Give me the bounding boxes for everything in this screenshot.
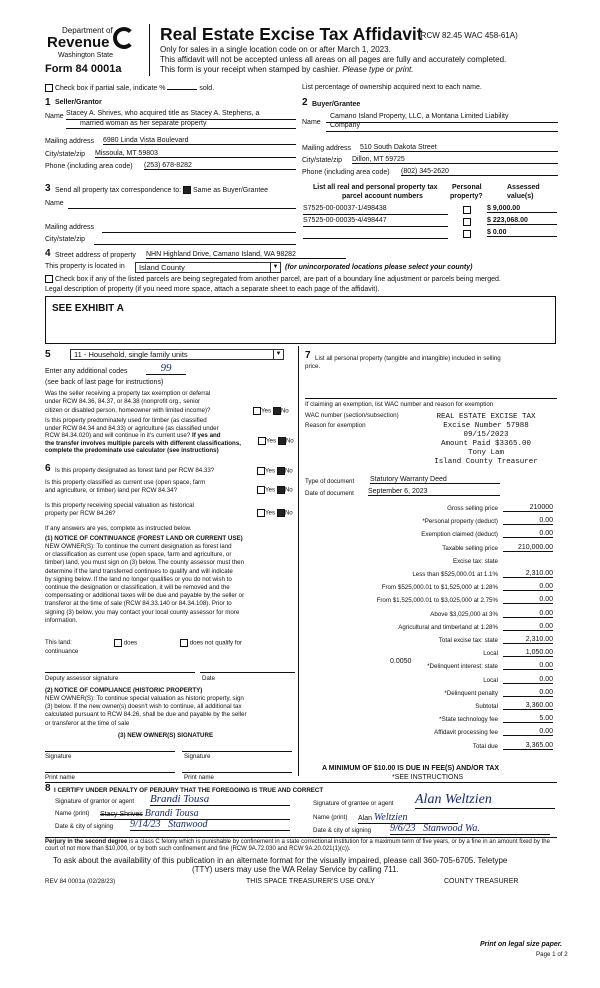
calc-value[interactable]: 210,000.00: [503, 544, 553, 552]
calc-label: *Personal property (deduct): [422, 518, 498, 526]
timber-yes-checkbox[interactable]: [258, 437, 266, 445]
same-as-buyer-checkbox[interactable]: [183, 186, 191, 194]
calc-label: From $1,525,000.01 to $3,025,000 at 2.75%: [376, 597, 498, 605]
notice-2-text: NEW OWNER(S): To continue special valuation as historic property, sign (3) below. If the new owner(s) doesn't wish to continue, all additional tax calculated pursuant to RCW 84.26, shall be due and payable by the seller or transferor at the time of sale: [45, 695, 247, 727]
parcel-account-field[interactable]: S7525-00-00037-1/498438: [303, 205, 448, 215]
doc-type-field[interactable]: Statutory Warranty Deed: [370, 476, 500, 484]
alt-format-note: To ask about the availability of this publication in an alternate format for the visually impaired, please call 360-705-6705. Teletype: [53, 856, 508, 865]
see-instructions-2: *SEE INSTRUCTIONS: [392, 774, 464, 781]
parcel-account-field[interactable]: S7525-00-00035-4/498447: [303, 217, 448, 227]
historic-no-checkbox[interactable]: [277, 509, 285, 517]
calc-label: Taxable selling price: [442, 544, 498, 552]
personal-col-header-2: property?: [450, 193, 483, 200]
buyer-name-line2: Company: [330, 122, 360, 129]
calc-value[interactable]: 3,365.00: [503, 742, 553, 750]
doc-date-field[interactable]: September 6, 2023: [368, 488, 500, 496]
current-use-question: Is this property classified as current use (open space, farm and agriculture, or timber) land per RCW 84.34?: [45, 479, 206, 494]
calc-value[interactable]: 0.00: [503, 662, 553, 670]
calc-value[interactable]: 5.00: [503, 715, 553, 723]
buyer-name-field[interactable]: Camano Island Property, LLC, a Montana Limited Liability: [330, 113, 509, 120]
calc-value[interactable]: 0.00: [503, 517, 553, 525]
historic-question: Is this property receiving special valuation as historical property per RCW 84.26?: [45, 502, 194, 517]
timber-yn: Yes No: [258, 437, 294, 445]
sec6-num: 6: [45, 463, 51, 474]
grantee-signature-label: Signature of grantee or agent: [313, 800, 394, 807]
doc-type-label: Type of document: [305, 478, 355, 485]
owner-print-label: Print name: [45, 774, 75, 781]
reason-label: Reason for exemption: [305, 422, 366, 429]
assessed-value-field[interactable]: $ 9,000.00: [487, 205, 557, 213]
current-use-no-checkbox[interactable]: [277, 486, 285, 494]
notice-2-heading: (2) NOTICE OF COMPLIANCE (HISTORIC PROPERTY): [45, 687, 203, 694]
calc-label: Total excise tax: state: [438, 637, 498, 644]
form-number: Form 84 0001a: [45, 63, 122, 75]
sec3-label: Send all property tax correspondence to: Same as Buyer/Grantee: [55, 186, 269, 194]
historic-yn: Yes No: [257, 509, 293, 517]
calc-label: Total due: [472, 742, 498, 750]
grantor-date-field[interactable]: 9/14/23 Stanwood: [130, 819, 290, 831]
grantee-date-label: Date & city of signing: [313, 827, 372, 834]
partial-sale-row: Check box if partial sale, indicate % sold.: [45, 84, 214, 92]
forest-no-checkbox[interactable]: [277, 467, 285, 475]
if-any-note: If any answers are yes, complete as instructed below.: [45, 525, 192, 532]
grantee-name-label: Name (print): [313, 814, 348, 821]
timber-question: Is this property predominately used for timber (as classified under RCW 84.34 and 84.33) or agriculture (as classified under RCW 84.34.020) and will continue in it's current use? If yes and the transfer involves multiple parcels with different classifications, complete the predominate use calculator (see instructions): [45, 417, 241, 455]
alt-format-note-2: (TTY) users may use the WA Relay Service by calling 711.: [192, 865, 399, 874]
calc-label: *State technology fee: [439, 716, 498, 724]
grantee-name-field[interactable]: Alan Weltzien: [358, 812, 458, 824]
does-checkbox[interactable]: [114, 639, 122, 647]
calc-label: Affidavit processing fee: [434, 729, 498, 737]
street-field[interactable]: NHN Highland Drive, Camano Island, WA 98282: [146, 251, 346, 259]
buyer-city-field[interactable]: Dillon, MT 59725: [352, 156, 558, 164]
legal-paper-note: Print on legal size paper.: [480, 941, 563, 948]
this-land-label: This land:: [45, 639, 72, 646]
partial-sale-checkbox[interactable]: [45, 84, 53, 92]
deputy-date-label: Date: [202, 675, 216, 682]
timber-no-checkbox[interactable]: [278, 437, 286, 445]
notice-1-text: NEW OWNER(S): To continue the current designation as forest land or classification as current use (open space, farm and agriculture, or timber) land, you must sign on (3) below. The county assessor must then determine if the land transferred continues to qualify and will indicate by signing below. If the land no longer qualifies or you do not wish to continue the designation or classification, it will be removed and the compensating or additional taxes will be due and payable by the seller or transferor at the time of sale (RCW 84.33.140 or 84.34.108). Prior to signing (3) below, you may contact your local county assessor for more information.: [45, 543, 245, 624]
seller-city-label: City/state/zip: [45, 151, 86, 158]
sec3-city-label: City/state/zip: [45, 236, 86, 243]
notice-1-heading: (1) NOTICE OF CONTINUANCE (FOREST LAND OR CURRENT USE): [45, 535, 243, 542]
grantee-signature[interactable]: Alan Weltzien: [415, 792, 555, 809]
located-label: This property is located in: [45, 263, 125, 270]
minimum-note: A MINIMUM OF $10.00 IS DUE IN FEE(S) AND/OR TAX: [322, 765, 500, 772]
revenue-logo-text: Revenue: [47, 34, 110, 51]
legal-desc-label: Legal description of property (if you need more space, attach a separate sheet to each page of the affidavit).: [45, 286, 380, 293]
wac-label: WAC number (section/subsection): [305, 412, 399, 419]
personal-property-checkbox[interactable]: [463, 230, 471, 238]
seller-city-field[interactable]: Missoula, MT 59803: [95, 150, 296, 158]
grantor-name-label: Name (print): [55, 810, 90, 817]
exemption-yn: Yes No: [253, 407, 289, 415]
chevron-down-icon: ▼: [270, 263, 280, 272]
seller-mail-label: Mailing address: [45, 138, 95, 145]
certify-heading: I CERTIFY UNDER PENALTY OF PERJURY THAT THE FOREGOING IS TRUE AND CORRECT: [54, 787, 324, 794]
subtitle-1: Only for sales in a single location code on or after March 1, 2023.: [160, 45, 391, 54]
dept-label: Department of: [62, 26, 113, 35]
buyer-phone-label: Phone (including area code): [302, 169, 390, 176]
assessed-value-field[interactable]: $ 223,068.00: [487, 217, 557, 225]
local-rate: 0.0050: [390, 658, 412, 665]
sec3-name-label: Name: [45, 200, 64, 207]
segregation-checkbox[interactable]: [45, 275, 53, 283]
does-not-option: does not qualify for: [180, 639, 242, 647]
seller-phone-field[interactable]: (253) 678-8282: [144, 162, 296, 170]
street-label: Street address of property: [55, 252, 136, 259]
sec4-num: 4: [45, 248, 51, 259]
forest-yn: Yes No: [257, 467, 293, 475]
sec8-num: 8: [45, 783, 51, 794]
buyer-city-label: City/state/zip: [302, 157, 343, 164]
parcel-account-field[interactable]: [303, 229, 448, 239]
calc-value[interactable]: 0.00: [503, 676, 553, 684]
revenue-logo-icon: [113, 27, 135, 49]
forest-yes-checkbox[interactable]: [257, 467, 265, 475]
grantor-signature[interactable]: Brandi Tousa: [150, 793, 290, 806]
county-select[interactable]: Island County ▼: [135, 262, 281, 273]
exemption-no-checkbox[interactable]: [273, 407, 281, 415]
chevron-down-icon: ▼: [273, 350, 283, 359]
subtitle-3: This form is your receipt when stamped by cashier. Please type or print.: [160, 65, 414, 74]
sec3-mail-label: Mailing address: [45, 224, 95, 231]
sec3-num: 3: [45, 183, 51, 194]
assessed-value-field[interactable]: $ 0.00: [487, 229, 557, 237]
form-title: Real Estate Excise Tax Affidavit: [160, 24, 423, 44]
calc-label: Agricultural and timberland at 1.28%: [398, 623, 498, 631]
calc-value[interactable]: 0.00: [503, 530, 553, 538]
state-label: Washington State: [58, 52, 113, 59]
parcel-col-header-2: parcel account numbers: [342, 193, 423, 200]
calc-value[interactable]: 2,310.00: [503, 636, 553, 644]
calc-value[interactable]: 0.00: [503, 728, 553, 736]
see-instructions: (see back of last page for instructions): [45, 379, 164, 386]
addl-codes-field[interactable]: 99: [146, 362, 186, 375]
does-not-checkbox[interactable]: [180, 639, 188, 647]
calc-label: Local: [483, 676, 498, 684]
calc-value[interactable]: 0.00: [503, 623, 553, 631]
deputy-signature-label: Deputy assessor signature: [45, 675, 119, 682]
calc-value[interactable]: 0.00: [503, 689, 553, 697]
calc-value[interactable]: 3,360.00: [503, 702, 553, 710]
historic-yes-checkbox[interactable]: [257, 509, 265, 517]
treasurer-use-label: THIS SPACE TREASURER'S USE ONLY: [246, 878, 375, 885]
grantor-date-label: Date & city of signing: [55, 823, 114, 830]
calc-label: Less than $525,000.01 at 1.1%: [412, 571, 498, 578]
page-number: Page 1 of 2: [536, 951, 568, 958]
county-treasurer-label: COUNTY TREASURER: [444, 878, 519, 885]
grantor-name-field[interactable]: Stacy Shrives Brandi Tousa: [100, 808, 290, 820]
calc-value[interactable]: 0.00: [503, 583, 553, 591]
treasurer-stamp: REAL ESTATE EXCISE TAX Excise Number 57988 09/15/2023 Amount Paid $3365.00 Tony Lam Island County Treasurer: [434, 413, 538, 466]
buyer-phone-field[interactable]: (802) 345-2620: [401, 168, 558, 176]
revision-label: REV 84 0001a (02/28/23): [45, 878, 116, 885]
calc-value[interactable]: 0.00: [503, 610, 553, 618]
current-use-yes-checkbox[interactable]: [257, 486, 265, 494]
seller-name-line2: married woman as her separate property: [80, 120, 207, 127]
seller-mail-field[interactable]: 6980 Linda Vista Boulevard: [103, 137, 296, 145]
continuance-label: continuance: [45, 648, 79, 655]
calc-label: Excise tax: state: [452, 557, 498, 565]
personal-col-header: Personal: [452, 184, 482, 191]
segregation-row: Check box if any of the listed parcels are being segregated from another parcel, are part of a boundary line adjustment or parcels being merged.: [45, 275, 501, 283]
buyer-heading: Buyer/Grantee: [312, 101, 361, 108]
assessed-col-header: Assessed: [507, 184, 540, 191]
calc-label: *Delinquent penalty: [444, 689, 498, 697]
personal-property-label-2: price.: [305, 363, 321, 370]
does-option: does: [114, 639, 137, 647]
subtitle-2: This affidavit will not be accepted unless all areas on all pages are fully and accurately completed.: [160, 55, 507, 64]
owner-signature-label-2: Signature: [184, 753, 211, 760]
doc-date-label: Date of document: [305, 490, 354, 497]
notice-3-heading: (3) NEW OWNER(S) SIGNATURE: [118, 732, 214, 739]
owner-signature-label: Signature: [45, 753, 72, 760]
legal-description-box[interactable]: SEE EXHIBIT A: [45, 296, 556, 344]
form-citation: (RCW 82.45 WAC 458-61A): [418, 31, 518, 40]
sec5-num: 5: [45, 349, 51, 360]
seller-name-label: Name: [45, 113, 64, 120]
calc-label: *Delinquent interest: state: [427, 663, 498, 671]
personal-property-checkbox[interactable]: [463, 218, 471, 226]
calc-value[interactable]: 2,310.00: [503, 570, 553, 578]
forest-question: Is this property designated as forest land per RCW 84.33?: [55, 467, 215, 474]
calc-label: From $525,000.01 to $1,525,000 at 1.28%: [381, 584, 498, 592]
wac-hint: If claiming an exemption, list WAC number and reason for exemption: [305, 401, 494, 408]
owner-print-label-2: Print name: [184, 774, 214, 781]
addl-codes-label: Enter any additional codes: [45, 368, 128, 375]
personal-property-checkbox[interactable]: [463, 206, 471, 214]
calc-label: Gross selling price: [447, 505, 498, 512]
calc-label: Above $3,025,000 at 3%: [430, 610, 498, 618]
perjury-notice: Perjury in the second degree is a class C felony which is punishable by confinement in a state correctional institution for a maximum term of five years, or by a fine in an amount fixed by the court of not more than $10,000, or by both such confinement and fine (RCW 9A.72.030 and RCW 9A.20.021(1)(c)).: [45, 839, 550, 852]
seller-num: 1: [45, 97, 51, 108]
seller-heading: Seller/Grantor: [55, 99, 102, 106]
current-use-yn: Yes No: [257, 486, 293, 494]
buyer-mail-label: Mailing address: [302, 145, 352, 152]
calc-value[interactable]: 0.00: [503, 596, 553, 604]
grantor-signature-label: Signature of grantor or agent: [55, 798, 135, 805]
sec7-num: 7: [305, 350, 311, 361]
exemption-question: Was the seller receiving a property tax exemption or deferral under RCW 84.36, 84.37, or 84.38 (nonprofit org., senior citizen or disabled person, homeowner with limited income)?: [45, 390, 211, 414]
calc-label: Exemption claimed (deduct): [421, 531, 498, 539]
buyer-num: 2: [302, 97, 308, 108]
land-use-select[interactable]: 11 - Household, single family units ▼: [70, 349, 284, 360]
calc-label: Local: [483, 650, 498, 658]
personal-property-label: List all personal property (tangible and intangible) included in selling: [315, 355, 501, 362]
assessed-col-header-2: value(s): [507, 193, 534, 200]
grantee-date-field[interactable]: 9/6/23 Stanwood Wa.: [390, 823, 550, 835]
seller-name-field[interactable]: Stacey A. Shrives, who acquired title as Stacey A. Stephens, a: [66, 110, 260, 117]
ownership-note: List percentage of ownership acquired next to each name.: [302, 84, 482, 91]
calc-value[interactable]: 210000: [503, 504, 553, 512]
calc-label: Subtotal: [475, 703, 498, 710]
parcel-col-header: List all real and personal property tax: [313, 184, 438, 191]
seller-phone-label: Phone (including area code): [45, 163, 133, 170]
calc-value[interactable]: 1,050.00: [503, 649, 553, 657]
buyer-mail-field[interactable]: 510 South Dakota Street: [360, 144, 558, 152]
buyer-name-label: Name: [302, 119, 321, 126]
unincorporated-note: (for unincorporated locations please select your county): [285, 264, 473, 271]
exemption-yes-checkbox[interactable]: [253, 407, 261, 415]
